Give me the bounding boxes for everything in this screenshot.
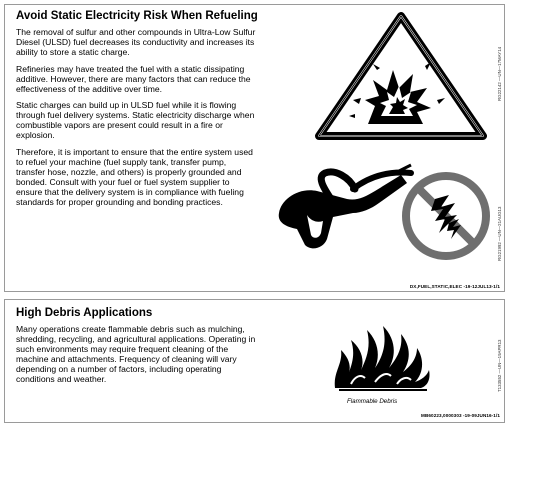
static-paragraph-1: The removal of sulfur and other compounds in Ultra-Low Sulfur Diesel (ULSD) fuel decreases its conductivity and increases its ability to store a static charge. xyxy=(16,27,256,57)
debris-image-caption: Flammable Debris xyxy=(347,398,398,405)
nozzle-image-code: RG21992 —UN—21AUG13 xyxy=(497,206,502,261)
debris-paragraph-1: Many operations create flammable debris such as mulching, shredding, recycling, and agricultural applications. Operating in such environments may require frequent cleaning of the machine and attachments. Frequency of cleaning will vary depending on a number of factors, including operating conditions and weather. xyxy=(16,324,256,384)
static-paragraph-2: Refineries may have treated the fuel with a static dissipating additive. However, there are many factors that can reduce the effectiveness of the additive over time. xyxy=(16,63,251,94)
static-paragraph-3: Static charges can build up in ULSD fuel while it is flowing through fuel delivery systems. Static electricity discharge when combustible vapors are present could result in a fire or explosion. xyxy=(16,100,255,141)
flammable-debris-icon xyxy=(331,314,435,392)
no-static-spark-icon xyxy=(399,169,493,263)
static-footer-code: DX,FUEL,STATIC,ELEC -19-12JUL13-1/1 xyxy=(409,284,500,289)
static-paragraph-4: Therefore, it is important to ensure that the entire system used to refuel your machine (fuel supply tank, transfer pump, transfer hose, nozzle, and others) is properly grounded and bonded. Consult with your fuel or fuel system supplier to ensure that the delivery system is in compliance with fueling standards for proper grounding and bonding practices. xyxy=(16,147,253,207)
debris-image-code: T133552 —UN—19APR13 xyxy=(497,339,502,392)
warning-image-code: RG22142 —UN—17MAY14 xyxy=(497,46,502,101)
debris-footer-code: MB60223,0000303 -19-09JUN16-1/1 xyxy=(421,413,500,418)
static-section-title: Avoid Static Electricity Risk When Refueling xyxy=(16,10,258,22)
debris-section-title: High Debris Applications xyxy=(16,307,153,319)
high-debris-panel xyxy=(4,299,505,423)
explosion-warning-icon xyxy=(313,8,489,142)
static-section-body xyxy=(16,28,256,215)
debris-section-body xyxy=(16,325,256,391)
static-electricity-panel xyxy=(4,4,505,292)
